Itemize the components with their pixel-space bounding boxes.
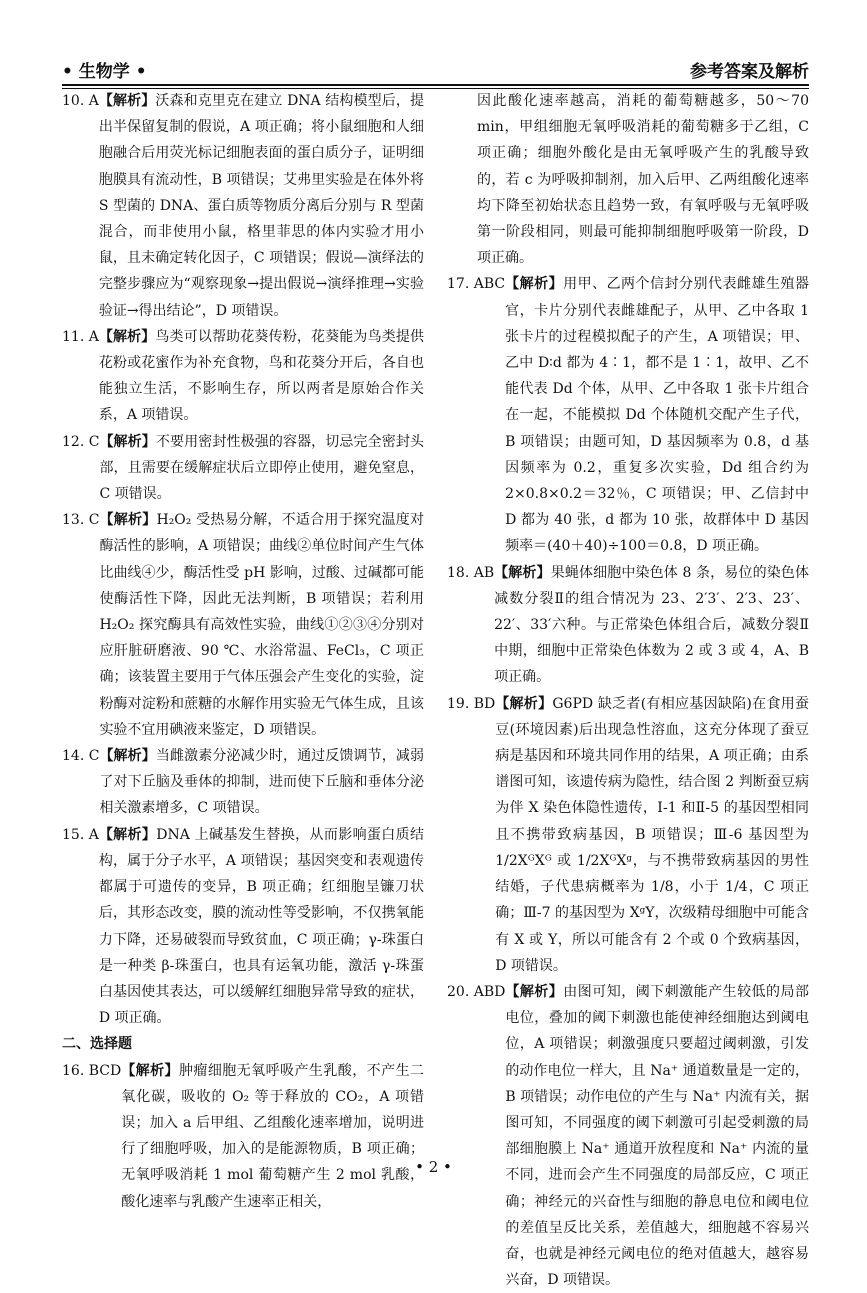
- left-column: [62, 88, 425, 1210]
- answer-number: 18. AB: [447, 564, 495, 581]
- header-title: 参考答案及解析: [690, 62, 809, 82]
- answer-item-14: [62, 743, 424, 822]
- page-header: [62, 56, 809, 82]
- answer-number: 12. C: [62, 433, 100, 450]
- section-heading: 二、选择题: [62, 1036, 132, 1053]
- analysis-label: 【解析】: [98, 826, 157, 843]
- answer-item-15: [62, 822, 424, 1032]
- right-column: [447, 88, 810, 1289]
- analysis-label: 【解析】: [494, 564, 551, 581]
- header-divider: [62, 84, 809, 86]
- analysis-label: 【解析】: [99, 748, 156, 765]
- content-columns: [62, 88, 810, 1289]
- answer-item-16-continued: 因此酸化速率越高，消耗的葡萄糖越多，50～70 min，甲组细胞无氧呼吸消耗的葡萄糖多于乙组，C 项正确；细胞外酸化是由无氧呼吸产生的乳酸导致的，若 c 为呼吸抑制剂，加入后甲、乙两组酸化速率均下降至初始状态且趋势一致，有氧呼吸与无氧呼吸第一阶段相同，则最可能抑制细胞呼吸第一阶段，D 项正确。: [477, 93, 809, 267]
- analysis-label: 【解析】: [121, 1062, 179, 1079]
- analysis-text: 果蝇体细胞中染色体 8 条，易位的染色体减数分裂Ⅱ的组合情况为 23、2′3′、2′3、23′、22′、33′六种。与正常染色体组合后，减数分裂Ⅱ中期，细胞中正常染色体数为 2 或 3 或 4，A、B 项正确。: [494, 564, 809, 686]
- answer-item-10: [62, 88, 424, 324]
- page-number: • 2 •: [415, 1158, 452, 1176]
- answer-item-18: [447, 560, 809, 691]
- answer-number: 20. ABD: [447, 983, 506, 1000]
- answer-number: 15. A: [62, 826, 99, 843]
- answer-item-16: [62, 1058, 424, 1215]
- analysis-label: 【解析】: [505, 983, 564, 1000]
- analysis-text: DNA 上碱基发生替换，从而影响蛋白质结构，属于分子水平，A 项错误；基因突变和表观遗传都属于可遗传的变异，B 项正确；红细胞呈镰刀状后，其形态改变，膜的流动性等受影响，不仅携氧能力下降，还易破裂而导致贫血，C 项正确；γ-珠蛋白是一种类 β-珠蛋白，也具有运氧功能，激活 γ-珠蛋白基因使其表达，可以缓解红细胞异常导致的症状，D 项正确。: [98, 826, 424, 1027]
- analysis-text: H₂O₂ 受热易分解，不适合用于探究温度对酶活性的影响，A 项错误；曲线②单位时间产生气体比曲线④少，酶活性受 pH 影响，过酸、过碱都可能使酶活性下降，因此无法判断，B 项错误；若利用 H₂O₂ 探究酶具有高效性实验，曲线①②③④分别对应肝脏研磨液、90 ℃、水浴常温、FeCl₃，C 项正确；该装置主要用于气体压强会产生变化的实验，淀粉酶对淀粉和蔗糖的水解作用实验无气体生成，且该实验不宜用碘液来鉴定，D 项错误。: [99, 512, 424, 738]
- answer-number: 16. BCD: [62, 1062, 122, 1079]
- analysis-text: 当雌激素分泌减少时，通过反馈调节，减弱了对下丘脑及垂体的抑制，进而使下丘脑和垂体分泌相关激素增多，C 项错误。: [99, 748, 425, 817]
- answer-item-12: [62, 429, 424, 508]
- analysis-label: 【解析】: [99, 433, 156, 450]
- analysis-label: 【解析】: [505, 276, 564, 293]
- answer-number: 17. ABC: [447, 276, 506, 293]
- analysis-label: 【解析】: [495, 695, 553, 712]
- analysis-label: 【解析】: [99, 512, 157, 529]
- analysis-text: 鸟类可以帮助花葵传粉，花葵能为鸟类提供花粉或花蜜作为补充食物，鸟和花葵分开后，各自也能独立生活，不影响生存，所以两者是原始合作关系，A 项错误。: [98, 328, 425, 424]
- answer-item-17: [447, 271, 809, 559]
- analysis-text: 沃森和克里克在建立 DNA 结构模型后，提出半保留复制的假说，A 项正确；将小鼠细胞和人细胞融合后用荧光标记细胞表面的蛋白质分子，证明细胞膜具有流动性，B 项错误；艾弗里实验是在体外将 S 型菌的 DNA、蛋白质等物质分离后分别与 R 型菌混合，而非使用小鼠，格里菲思的体内实验才用小鼠，且未确定转化因子，C 项错误；假说—演绎法的完整步骤应为“观察现象→提出假说→演绎推理→实验验证→得出结论”，D 项错误。: [98, 93, 425, 319]
- analysis-text: 肿瘤细胞无氧呼吸产生乳酸，不产生二氧化碳，吸收的 O₂ 等于释放的 CO₂，A 项错误；加入 a 后甲组、乙组酸化速率增加，说明进行了细胞呼吸，加入的是能源物质，B 项正确；无氧呼吸消耗 1 mol 葡萄糖产生 2 mol 乳酸，酸化速率与乳酸产生速率正相关，: [121, 1062, 425, 1210]
- answer-number: 19. BD: [447, 695, 496, 712]
- answer-number: 10. A: [62, 93, 99, 109]
- analysis-text: G6PD 缺乏者(有相应基因缺陷)在食用蚕豆(环境因素)后出现急性溶血，这充分体现了蚕豆病是基因和环境共同作用的结果，A 项正确；由系谱图可知，该遗传病为隐性，结合图 2 判断蚕豆病为伴 X 染色体隐性遗传，Ⅰ-1 和Ⅱ-5 的基因型相同且不携带致病基因，B 项错误；Ⅲ-6 基因型为 1/2XᴳXᴳ 或 1/2XᴳXᵍ，与不携带致病基因的男性结婚，子代患病概率为 1/8，小于 1/4，C 项正确；Ⅲ-7 的基因型为 XᵍY，次级精母细胞中可能含有 X 或 Y，所以可能含有 2 个或 0 个致病基因，D 项错误。: [495, 695, 810, 974]
- analysis-label: 【解析】: [98, 93, 156, 109]
- answer-item-13: [62, 507, 424, 743]
- answer-item-11: [62, 324, 424, 429]
- analysis-text: 不要用密封性极强的容器，切忌完全密封头部，且需要在缓解症状后立即停止使用，避免窒息，C 项错误。: [99, 433, 425, 503]
- answer-number: 14. C: [62, 748, 100, 765]
- analysis-label: 【解析】: [98, 328, 156, 345]
- answer-item-20: [447, 979, 809, 1293]
- analysis-text: 用甲、乙两个信封分别代表雌雄生殖器官，卡片分别代表雌雄配子，从甲、乙中各取 1 张卡片的过程模拟配子的产生，A 项错误；甲、乙中 D∶d 都为 4∶1，都不是 1∶1，故甲、乙不能代表 Dd 个体，从甲、乙中各取 1 张卡片组合在一起，不能模拟 Dd 个体随机交配产生子代，B 项错误；由题可知，D 基因频率为 0.8，d 基因频率为 0.2，重复多次实验，Dd 组合约为 2×0.8×0.2＝32％，C 项错误；甲、乙信封中 D 都为 40 张，d 都为 10 张，故群体中 D 基因频率＝(40＋40)÷100＝0.8，D 项正确。: [505, 276, 810, 555]
- analysis-text: 由图可知，阈下刺激能产生较低的局部电位，叠加的阈下刺激也能使神经细胞达到阈电位，A 项错误；刺激强度只要超过阈刺激，引发的动作电位一样大，且 Na⁺ 通道数量是一定的，B 项错误；动作电位的产生与 Na⁺ 内流有关，据图可知，不同强度的阈下刺激可引起受刺激的局部细胞膜上 Na⁺ 通道开放程度和 Na⁺ 内流的量不同，进而会产生不同强度的局部反应，C 项正确；神经元的兴奋性与细胞的静息电位和阈电位的差值呈反比关系，差值越大，细胞越不容易兴奋，也就是神经元阈电位的绝对值越大，越容易兴奋，D 项错误。: [505, 983, 810, 1289]
- answer-item-19: [447, 691, 809, 979]
- answer-number: 11. A: [62, 328, 99, 345]
- answer-number: 13. C: [62, 512, 100, 529]
- subject-label: • 生物学 •: [62, 62, 147, 82]
